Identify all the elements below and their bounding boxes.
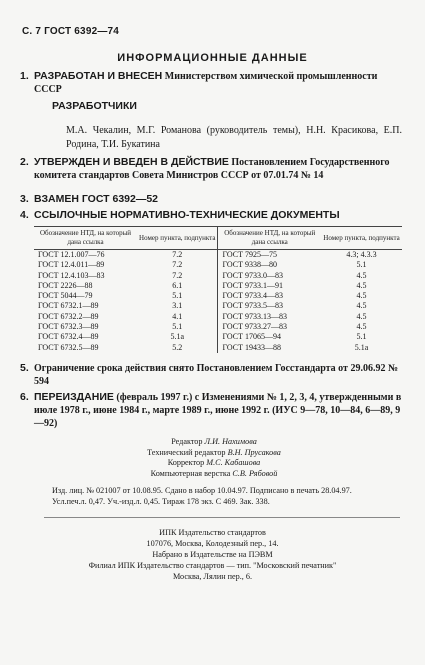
- credit-name: С.В. Рябовой: [232, 468, 278, 478]
- credit-tech-editor: [64, 448, 364, 459]
- table-row: [34, 332, 402, 342]
- cell-ntd: ГОСТ 9733.13—83: [222, 311, 288, 321]
- table-row: [34, 250, 402, 261]
- divider: [44, 517, 400, 518]
- section-2-number: 2.: [20, 156, 29, 168]
- table-row: [34, 322, 402, 332]
- developers-heading: РАЗРАБОТЧИКИ: [52, 100, 137, 112]
- publisher-info: [0, 527, 425, 582]
- publisher-line: Набрано в Издательстве на ПЭВМ: [152, 550, 273, 559]
- section-6-text: (февраль 1997 г.) с Изменениями № 1, 2, 3, 4, утвержденными в июле 1978 г., июне 1984 г., марте 1989 г., июне 1992 г. (ИУС 9—78, 10—84, 6—89, 9—92): [34, 392, 402, 429]
- section-2-heading: УТВЕРЖДЕН И ВВЕДЕН В ДЕЙСТВИЕ: [34, 156, 229, 168]
- developers-names: М.А. Чекалин, М.Г. Романова (руководитель темы), Н.Н. Красикова, Е.П. Родина, Т.И. Букатина: [66, 125, 402, 150]
- credits: [64, 437, 364, 479]
- section-3-number: 3.: [20, 193, 29, 205]
- section-5-number: 5.: [20, 362, 29, 374]
- cell-ntd: ГОСТ 19433—88: [222, 342, 282, 352]
- publisher-line: Филиал ИПК Издательство стандартов — тип. "Московский печатник": [88, 561, 337, 570]
- section-1-text: Министерством химической промышленности СССР: [34, 71, 378, 95]
- table-row: [34, 281, 402, 291]
- cell-ntd: ГОСТ 9338—80: [222, 260, 278, 270]
- section-1-number: 1.: [20, 70, 29, 82]
- header-point-1: Номер пункта, подпункта: [137, 227, 218, 250]
- cell-ntd: ГОСТ 6732.3—89: [38, 322, 99, 332]
- section-1: [20, 70, 402, 96]
- cell-point: 4.5: [356, 322, 367, 332]
- cell-point: 5.1а: [354, 342, 369, 352]
- cell-ntd: ГОСТ 7925—75: [222, 250, 278, 259]
- table-row: [34, 291, 402, 301]
- credit-role: Технический редактор: [147, 447, 228, 457]
- cell-point: 4.5: [356, 291, 367, 301]
- cell-point: 4.5: [356, 301, 367, 311]
- cell-point: 3.1: [137, 301, 218, 311]
- table-row: [34, 260, 402, 270]
- credit-name: М.С. Кабашова: [206, 458, 261, 467]
- cell-point: 7.2: [137, 250, 218, 261]
- cell-point: 5.1: [356, 260, 367, 270]
- cell-point: 4.1: [137, 312, 218, 322]
- cell-ntd: ГОСТ 9733.0—83: [222, 270, 284, 280]
- cell-ntd: ГОСТ 6732.5—89: [38, 342, 99, 352]
- cell-point: 7.2: [137, 271, 218, 281]
- license-line-2: Усл.печ.л. 0,47. Уч.-изд.л. 0,45. Тираж 178 экз. С 469. Зак. 338.: [52, 496, 270, 506]
- section-4: [20, 209, 402, 222]
- cell-ntd: ГОСТ 5044—79: [38, 291, 93, 301]
- section-6: [20, 391, 402, 430]
- table-row: [34, 312, 402, 322]
- page-header: С. 7 ГОСТ 6392—74: [22, 26, 120, 37]
- cell-ntd: ГОСТ 12.1.007—76: [38, 250, 105, 259]
- header-point-2: Номер пункта, подпункта: [321, 227, 402, 250]
- table-row: [34, 343, 402, 353]
- table-row: [34, 301, 402, 311]
- table-header-row: [34, 227, 402, 250]
- section-2-text: Постановлением Государственного комитета стандартов Совета Министров СССР от 07.01.74 № 14: [34, 157, 390, 181]
- credit-role: Редактор: [171, 437, 205, 446]
- cell-ntd: ГОСТ 12.4.011—89: [38, 260, 105, 270]
- table-row: [34, 271, 402, 281]
- cell-ntd: ГОСТ 9733.27—83: [222, 322, 288, 332]
- cell-point: 6.1: [137, 281, 218, 291]
- header-ntd-2: Обозначение НТД, на который дана ссылка: [218, 227, 321, 250]
- cell-point: 5.2: [137, 343, 218, 353]
- credit-name: Л.И. Нахимова: [204, 437, 257, 446]
- cell-point: 5.1: [137, 291, 218, 301]
- section-1-heading: РАЗРАБОТАН И ВНЕСЕН: [34, 70, 163, 82]
- cell-ntd: ГОСТ 12.4.103—83: [38, 270, 105, 280]
- license-line-1: Изд. лиц. № 021007 от 10.08.95. Сдано в набор 10.04.97. Подписано в печать 28.04.97.: [52, 486, 352, 495]
- cell-point: 4.3; 4.3.3: [346, 250, 377, 259]
- references-table: [34, 226, 402, 353]
- credit-editor: [64, 437, 364, 448]
- publisher-line: 107076, Москва, Колодезный пер., 14.: [146, 539, 279, 548]
- cell-point: 5.1: [137, 322, 218, 332]
- cell-point: 7.2: [137, 260, 218, 270]
- section-6-heading: ПЕРЕИЗДАНИЕ: [34, 391, 114, 403]
- cell-ntd: ГОСТ 9733.5—83: [222, 301, 284, 311]
- cell-ntd: ГОСТ 2226—88: [38, 280, 93, 290]
- section-4-number: 4.: [20, 209, 29, 221]
- cell-ntd: ГОСТ 6732.4—89: [38, 332, 99, 342]
- publisher-line: Москва, Лялин пер., 6.: [172, 572, 253, 581]
- cell-ntd: ГОСТ 9733.4—83: [222, 291, 284, 301]
- credit-corrector: [64, 458, 364, 469]
- credit-role: Корректор: [167, 458, 207, 467]
- cell-point: 4.5: [356, 280, 367, 290]
- cell-ntd: ГОСТ 9733.1—91: [222, 280, 284, 290]
- section-6-number: 6.: [20, 391, 29, 403]
- section-5: [20, 362, 402, 388]
- section-5-text: Ограничение срока действия снято Постановлением Госстандарта от 29.06.92 № 594: [34, 363, 398, 387]
- license-info: [52, 486, 412, 507]
- section-4-heading: ССЫЛОЧНЫЕ НОРМАТИВНО-ТЕХНИЧЕСКИЕ ДОКУМЕНТЫ: [34, 209, 340, 221]
- cell-point: 4.5: [356, 270, 367, 280]
- credit-name: В.Н. Прусакова: [227, 447, 281, 457]
- cell-point: 5.1: [356, 332, 367, 342]
- cell-ntd: ГОСТ 17065—94: [222, 332, 282, 342]
- credit-layout: [64, 469, 364, 480]
- cell-point: 5.1а: [137, 332, 218, 342]
- section-3-heading: ВЗАМЕН ГОСТ 6392—52: [34, 193, 159, 205]
- section-3: [20, 193, 402, 206]
- credit-role: Компьютерная верстка: [150, 468, 233, 478]
- cell-point: 4.5: [356, 311, 367, 321]
- section-2: [20, 156, 402, 182]
- page-title: ИНФОРМАЦИОННЫЕ ДАННЫЕ: [117, 52, 308, 64]
- publisher-line: ИПК Издательство стандартов: [159, 528, 266, 537]
- cell-ntd: ГОСТ 6732.1—89: [38, 301, 99, 311]
- header-ntd-1: Обозначение НТД, на который дана ссылка: [34, 227, 137, 250]
- cell-ntd: ГОСТ 6732.2—89: [38, 311, 99, 321]
